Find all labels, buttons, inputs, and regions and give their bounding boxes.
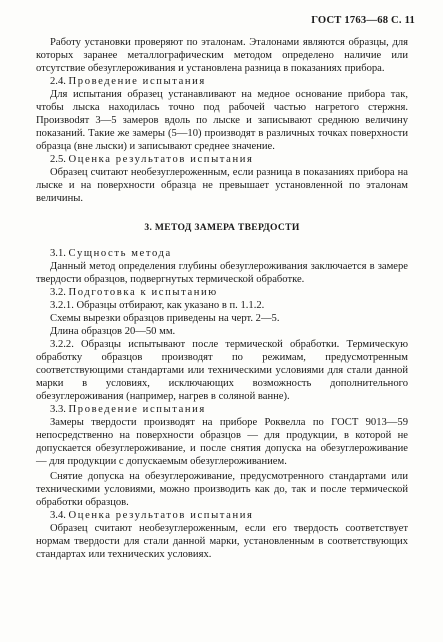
subsection-3-3-heading [36,403,408,416]
clause-3-2-2: 3.2.2. Образцы испытывают после термической обработки. Термическую обработку образцов производят по режимам, предусмотренным соответствующими стандартами или техническими условиями для стали данной марки в условиях, исключающих возможность дополнительного обезуглероживания (например, нагрев в соляной ванне). [36,339,408,402]
subsection-3-1-text: Данный метод определения глубины обезуглероживания заключается в замере твердости образцов, подвергнутых термической обработке. [36,261,408,285]
subsection-title: Подготовка к испытанию [68,287,218,298]
subsection-number: 3.2. [50,287,66,298]
subsection-3-1-heading [36,247,408,260]
subsection-3-4-text: Образец считают необезуглероженным, если его твердость соответствует нормам твердости для стали данной марки, установленным в соответствующих стандартах или технических условиях. [36,523,408,560]
subsection-number: 3.3. [50,404,66,415]
intro-paragraph: Работу установки проверяют по эталонам. Эталонами являются образцы, для которых заранее металлографическим методом определено наличие или отсутствие обезуглероживания и установлена разница в показаниях прибора. [36,37,408,74]
length-note: Длина образцов 20—50 мм. [50,326,176,337]
subsection-3-2-heading [36,286,408,299]
subsection-title: Проведение испытания [68,404,206,415]
subsection-2-5-text: Образец считают необезуглероженным, если разница в показаниях прибора на лыске и на поверхности образца не превышает установленной по эталонам величины. [36,167,408,204]
page-header: ГОСТ 1763—68 С. 11 [311,15,415,26]
subsection-title: Оценка результатов испытания [68,154,254,165]
subsection-3-3-text-2: Снятие допуска на обезуглероживание, предусмотренного стандартами или техническими условиями, можно производить как до, так и после термической обработки образцов. [36,471,408,508]
subsection-2-5-heading [36,153,408,166]
subsection-number: 3.1. [50,248,66,259]
subsection-number: 2.4. [50,76,66,87]
document-body [36,36,408,561]
subsection-title: Сущность метода [68,248,172,259]
section-3-title: 3. МЕТОД ЗАМЕРА ТВЕРДОСТИ [144,222,300,233]
subsection-number: 3.4. [50,510,66,521]
scheme-note: Схемы вырезки образцов приведены на черт. 2—5. [50,313,280,324]
subsection-3-4-heading [36,509,408,522]
subsection-title: Оценка результатов испытания [68,510,254,521]
clause-3-2-1: 3.2.1. Образцы отбирают, как указано в п. 1.1.2. [50,300,265,311]
subsection-2-4-text: Для испытания образец устанавливают на медное основание прибора так, чтобы лыска находилась точно под рабочей частью нагретого стержня. Произвodят 3—5 замеров вдоль по лыске и записывают среднюю величину показаний. Такие же замеры (5—10) производят в различных точках поверхности образца (вне лыски) и записывают среднее значение. [36,89,408,152]
subsection-3-3-text: Замеры твердости производят на приборе Роквелла по ГОСТ 9013—59 непосредственно на поверхности образцов — для продукции, в которой не допускается обезуглероживание, и после снятия допуска на обезуглероживание — для продукции с допускаемым обезуглероживанием. [36,417,408,467]
subsection-2-4-heading [36,75,408,88]
subsection-title: Проведение испытания [68,76,206,87]
subsection-number: 2.5. [50,154,66,165]
